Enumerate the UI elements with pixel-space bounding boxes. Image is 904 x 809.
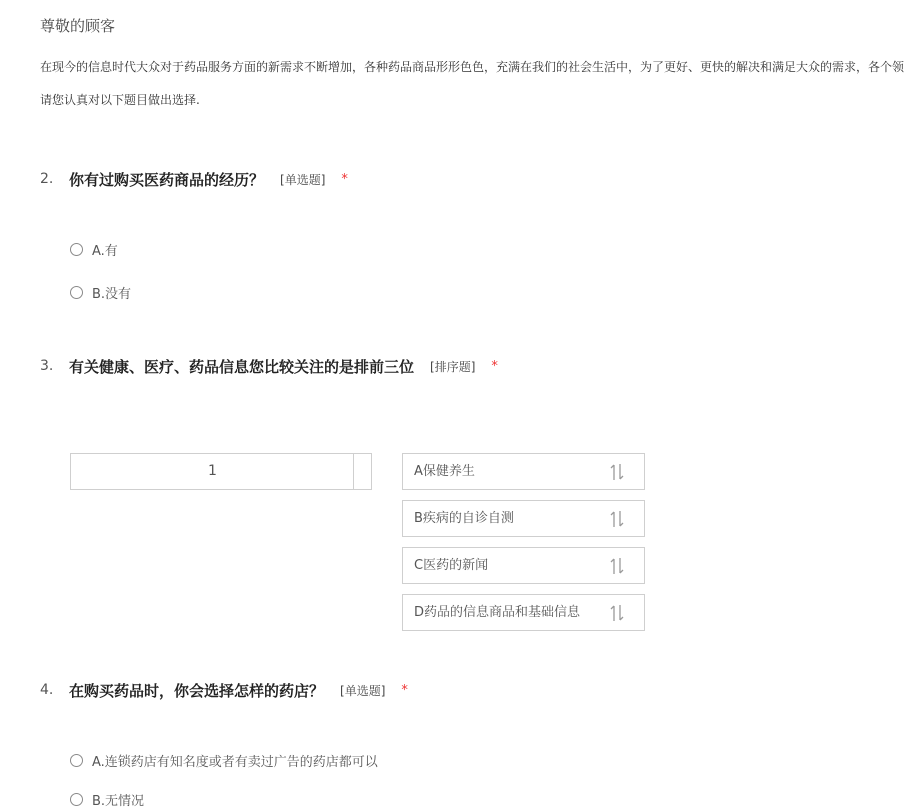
greeting-text: 尊敬的顾客 [40,17,116,35]
required-marker: * [401,682,408,698]
question-number: 3. [40,358,54,374]
sort-item-a[interactable] [402,453,645,490]
radio-button-icon[interactable] [70,286,83,299]
sort-item-label: D药品的信息商品和基础信息 [414,605,581,620]
option-label: A.连锁药店有知名度或者有卖过广告的药店都可以 [92,754,378,770]
q4-option-a[interactable] [70,750,378,770]
question-title: 在购买药品时，你会选择怎样的药店？ [69,681,325,700]
sort-updown-icon[interactable] [608,603,626,623]
question-4-header [40,678,408,702]
sort-item-d[interactable] [402,594,645,631]
sort-item-b[interactable] [402,500,645,537]
question-2-header [40,167,348,191]
q2-option-b[interactable] [70,282,131,302]
intro-paragraph-line-2: 请您认真对以下题目做出选择. [40,93,200,107]
radio-button-icon[interactable] [70,754,83,767]
sort-item-label: A保健养生 [414,464,475,479]
radio-button-icon[interactable] [70,243,83,256]
q4-option-b[interactable] [70,789,144,809]
option-label: B.无情况 [92,793,145,809]
intro-paragraph-line-1: 在现今的信息时代大众对于药品服务方面的新需求不断增加，各种药品商品形形色色，充满在我们的社会生活中，为了更好、更快的解决和满足大众的需求，各个领 [40,60,904,74]
option-label: A.有 [92,243,118,259]
sort-updown-icon[interactable] [608,556,626,576]
radio-button-icon[interactable] [70,793,83,806]
question-title: 你有过购买医药商品的经历？ [69,170,265,189]
rank-slot-handle[interactable] [353,454,371,489]
option-label: B.没有 [92,286,132,302]
required-marker: * [341,171,348,187]
sort-item-label: B疾病的自诊自测 [414,511,514,526]
question-number: 4. [40,682,54,698]
sort-item-label: C医药的新闻 [414,558,489,573]
sort-item-c[interactable] [402,547,645,584]
question-number: 2. [40,171,54,187]
q2-option-a[interactable] [70,239,118,259]
required-marker: * [491,358,498,374]
rank-slot-number: 1 [208,463,217,479]
question-3-header [40,354,498,378]
rank-slot[interactable] [70,453,372,490]
question-type-tag: [单选题] [280,172,326,187]
sort-updown-icon[interactable] [608,462,626,482]
question-title: 有关健康、医疗、药品信息您比较关注的是排前三位 [69,357,415,376]
question-type-tag: [排序题] [430,359,476,374]
sort-updown-icon[interactable] [608,509,626,529]
question-type-tag: [单选题] [340,683,386,698]
